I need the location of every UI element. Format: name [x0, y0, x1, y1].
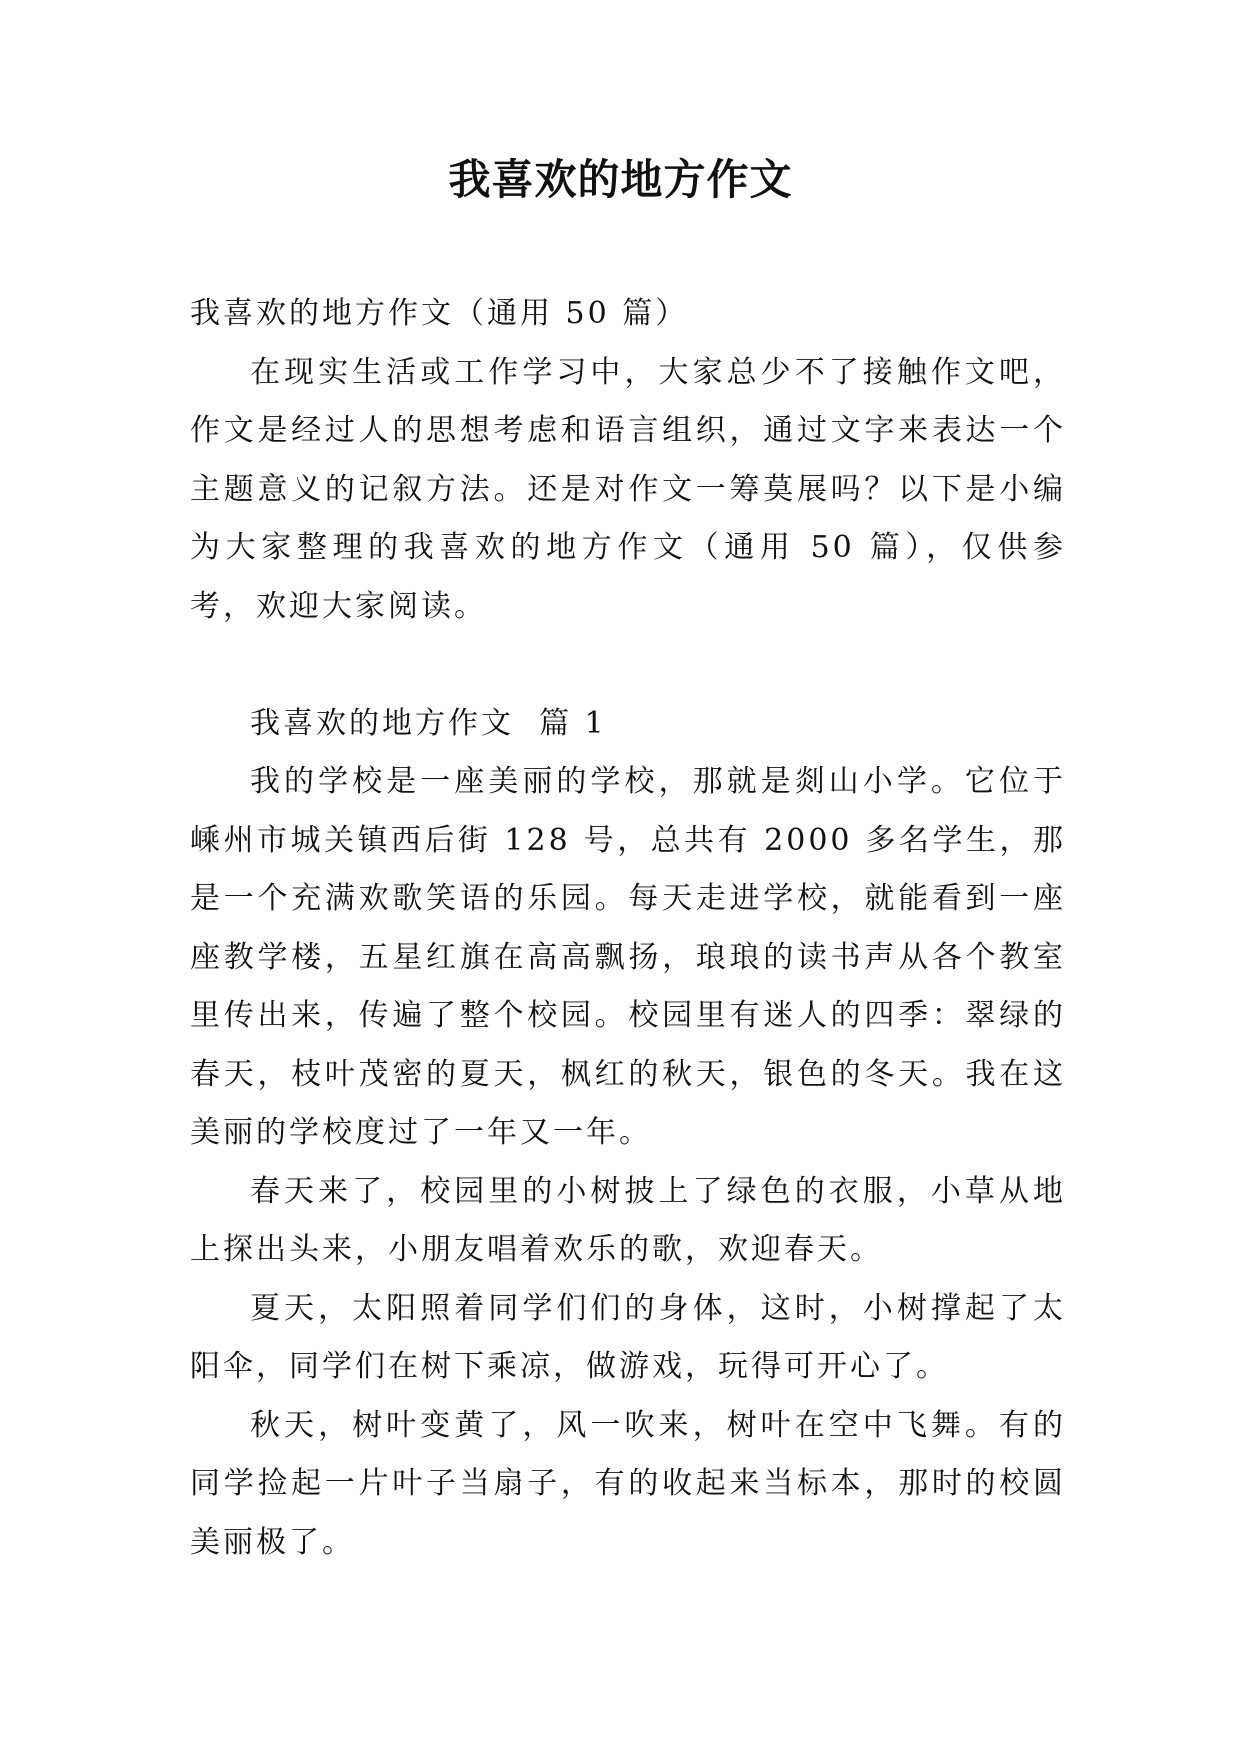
- blank-line: [190, 636, 1066, 695]
- essay-paragraph: 春天来了，校园里的小树披上了绿色的衣服，小草从地上探出头来，小朋友唱着欢乐的歌，欢迎春天。: [190, 1173, 1066, 1267]
- essay-paragraph: 夏天，太阳照着同学们们的身体，这时，小树撑起了太阳伞，同学们在树下乘凉，做游戏，玩得可开心了。: [190, 1290, 1066, 1384]
- document-title: 我喜欢的地方作文: [448, 155, 793, 204]
- document-subtitle: 我喜欢的地方作文（通用 50 篇）: [190, 296, 689, 331]
- section-heading: 我喜欢的地方作文 篇 1: [250, 705, 607, 741]
- essay-paragraph: 我的学校是一座美丽的学校，那就是剡山小学。它位于嵊州市城关镇西后街 128 号，总共有 2000 多名学生，那是一个充满欢歌笑语的乐园。每天走进学校，就能看到一座座教学楼，五星红旗在高高飘扬，琅琅的读书声从各个教室里传出来，传遍了整个校园。校园里有迷人的四季：翠绿的春天，枝叶茂密的夏天，枫红的秋天，银色的冬天。我在这美丽的学校度过了一年又一年。: [190, 764, 1066, 1150]
- essay-paragraph: 秋天，树叶变黄了，风一吹来，树叶在空中飞舞。有的同学捡起一片叶子当扇子，有的收起来当标本，那时的校圆美丽极了。: [190, 1407, 1066, 1560]
- document-body: [190, 285, 1066, 1572]
- intro-paragraph: 在现实生活或工作学习中，大家总少不了接触作文吧，作文是经过人的思想考虑和语言组织，通过文字来表达一个主题意义的记叙方法。还是对作文一筹莫展吗？以下是小编为大家整理的我喜欢的地方作文（通用 50 篇），仅供参考，欢迎大家阅读。: [190, 354, 1066, 624]
